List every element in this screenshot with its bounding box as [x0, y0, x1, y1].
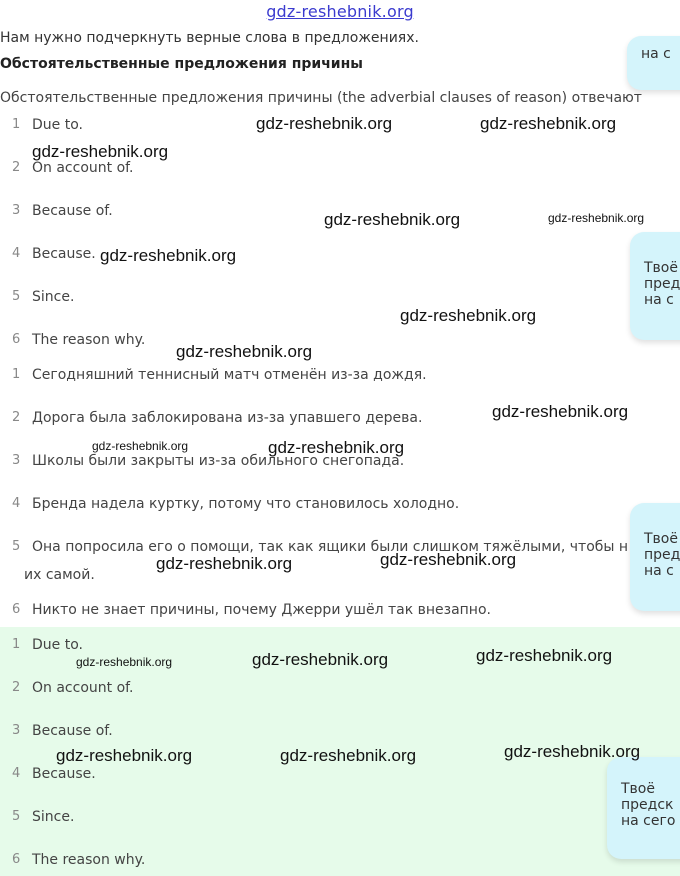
watermark: gdz-reshebnik.org — [280, 746, 417, 765]
chat-bubble-text: на с — [644, 292, 674, 308]
watermark: gdz-reshebnik.org — [380, 550, 517, 569]
site-header-link[interactable]: gdz-reshebnik.org — [266, 2, 414, 21]
watermark: gdz-reshebnik.org — [156, 554, 293, 573]
watermark: gdz-reshebnik.org — [176, 342, 313, 361]
chat-bubble-text: на сего — [621, 813, 676, 829]
section-title: Обстоятельственные предложения причины — [0, 56, 363, 72]
watermark: gdz-reshebnik.org — [504, 742, 641, 761]
item-number: 2 — [12, 160, 21, 175]
chat-bubble[interactable] — [627, 36, 680, 90]
item-text: Because of. — [32, 203, 113, 219]
intro-text: Нам нужно подчеркнуть верные слова в предложениях. — [0, 30, 419, 46]
item-text: Because. — [32, 246, 96, 262]
chat-bubble[interactable] — [630, 232, 680, 340]
watermark: gdz-reshebnik.org — [268, 438, 405, 457]
watermark: gdz-reshebnik.org — [76, 655, 173, 669]
watermark: gdz-reshebnik.org — [32, 142, 169, 161]
item-number: 6 — [12, 852, 21, 867]
item-text: Бренда надела куртку, потому что становилось холодно. — [32, 496, 460, 512]
item-text: Since. — [32, 809, 75, 825]
item-text: Сегодняшний теннисный матч отменён из-за дождя. — [32, 367, 427, 383]
watermark: gdz-reshebnik.org — [400, 306, 537, 325]
item-text: Because. — [32, 766, 96, 782]
watermark: gdz-reshebnik.org — [252, 650, 389, 669]
item-text: Due to. — [32, 117, 83, 133]
chat-bubble-text: пред — [644, 547, 680, 563]
item-text: Дорога была заблокирована из-за упавшего дерева. — [32, 410, 423, 426]
item-number: 5 — [12, 539, 21, 554]
item-number: 3 — [12, 203, 21, 218]
watermark: gdz-reshebnik.org — [476, 646, 613, 665]
item-number: 4 — [12, 496, 21, 511]
chat-bubble-text: на с — [641, 46, 671, 62]
item-number: 1 — [12, 117, 21, 132]
item-number: 3 — [12, 453, 21, 468]
watermark: gdz-reshebnik.org — [548, 211, 645, 225]
item-text-continuation: их самой. — [24, 567, 95, 583]
item-number: 5 — [12, 289, 21, 304]
item-text: Since. — [32, 289, 75, 305]
item-text: On account of. — [32, 160, 134, 176]
chat-bubble-text: Твоё — [644, 260, 678, 276]
watermark: gdz-reshebnik.org — [480, 114, 617, 133]
item-number: 4 — [12, 766, 21, 781]
item-number: 2 — [12, 680, 21, 695]
item-text: Школы были закрыты из-за обильного снегопада. — [32, 453, 405, 469]
item-text: The reason why. — [32, 332, 146, 348]
item-text: Because of. — [32, 723, 113, 739]
chat-bubble[interactable] — [630, 503, 680, 611]
chat-bubble-text: пред — [644, 276, 680, 292]
item-text: Она попросила его о помощи, так как ящики были слишком тяжёлыми, чтобы н — [32, 539, 629, 555]
paragraph-text: Обстоятельственные предложения причины (the adverbial clauses of reason) отвечают — [0, 90, 642, 106]
item-number: 4 — [12, 246, 21, 261]
item-text: Никто не знает причины, почему Джерри ушёл так внезапно. — [32, 602, 491, 618]
chat-bubble[interactable] — [607, 757, 680, 859]
item-number: 3 — [12, 723, 21, 738]
item-number: 1 — [12, 637, 21, 652]
watermark: gdz-reshebnik.org — [56, 746, 193, 765]
chat-bubble-text: на с — [644, 563, 674, 579]
item-number: 6 — [12, 602, 21, 617]
watermark: gdz-reshebnik.org — [492, 402, 629, 421]
chat-bubble-text: предск — [621, 797, 674, 813]
chat-bubble-text: Твоё — [621, 781, 655, 797]
item-number: 6 — [12, 332, 21, 347]
item-text: The reason why. — [32, 852, 146, 868]
item-number: 2 — [12, 410, 21, 425]
watermark: gdz-reshebnik.org — [256, 114, 393, 133]
item-number: 1 — [12, 367, 21, 382]
watermark: gdz-reshebnik.org — [324, 210, 461, 229]
item-text: Due to. — [32, 637, 83, 653]
item-text: On account of. — [32, 680, 134, 696]
item-number: 5 — [12, 809, 21, 824]
watermark: gdz-reshebnik.org — [100, 246, 237, 265]
chat-bubble-text: Твоё — [644, 531, 678, 547]
watermark: gdz-reshebnik.org — [92, 439, 189, 453]
